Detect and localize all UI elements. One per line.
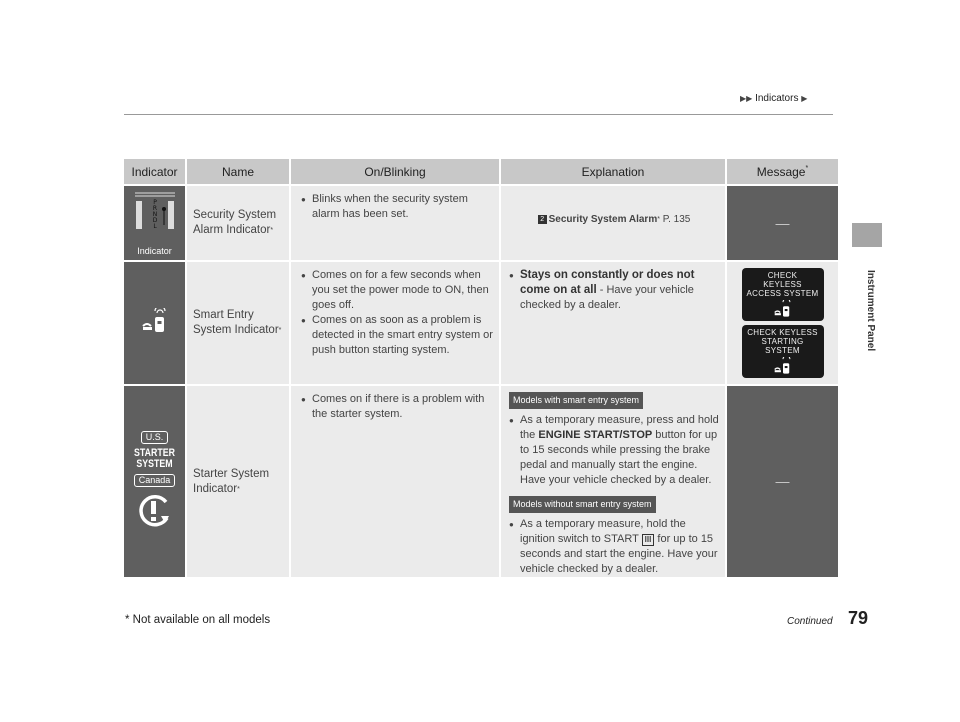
starter-explanation-cell bbox=[501, 386, 725, 577]
starter-name-cell: Starter System Indicator* bbox=[187, 386, 289, 577]
lcd-check-keyless-starting: CHECK KEYLESS STARTING SYSTEM bbox=[742, 325, 824, 378]
starter-system-text-icon: STARTER SYSTEM bbox=[134, 447, 175, 470]
side-tab-label: Instrument Panel bbox=[865, 270, 876, 352]
table-row bbox=[124, 386, 838, 577]
shift-l: L bbox=[152, 223, 157, 230]
ignition-start-key-icon: III bbox=[642, 534, 655, 546]
smart-entry-on-blinking-cell bbox=[291, 262, 499, 384]
list-item: ● Blinks when the security system alarm has been set. bbox=[301, 192, 493, 222]
breadcrumb bbox=[740, 93, 807, 104]
table-row bbox=[124, 186, 838, 260]
list-item: ● As a temporary measure, press and hold the ENGINE START/STOP button for up to 15 seconds while pressing the brake pedal and manually start the engine. Have your vehicle checked by a dealer. bbox=[509, 413, 719, 488]
indicator-caption: Indicator bbox=[137, 246, 172, 256]
list-item: ● Comes on if there is a problem with the starter system. bbox=[301, 392, 493, 422]
starter-on-blinking-cell bbox=[291, 386, 499, 577]
starter-warning-icon bbox=[136, 494, 174, 528]
list-item: ● Comes on for a few seconds when you set the power mode to ON, then goes off. bbox=[301, 268, 493, 313]
header-name: Name bbox=[187, 159, 289, 184]
security-message-cell bbox=[727, 186, 838, 260]
shift-lever-icon bbox=[130, 187, 180, 239]
table-row bbox=[124, 262, 838, 384]
lcd-check-keyless-access: CHECK KEYLESS ACCESS SYSTEM bbox=[742, 268, 824, 321]
smart-key-icon bbox=[772, 357, 794, 375]
security-alarm-xref-link[interactable]: 2 Security System Alarm* P. 135 bbox=[509, 212, 719, 227]
page-number: 79 bbox=[848, 608, 869, 628]
breadcrumb-arrow-icon: ▶ bbox=[801, 94, 808, 103]
starter-indicator-cell bbox=[124, 386, 185, 577]
header-on-blinking: On/Blinking bbox=[291, 159, 499, 184]
shift-p: P bbox=[152, 199, 157, 206]
security-indicator-cell bbox=[124, 186, 185, 260]
header-indicator: Indicator bbox=[124, 159, 185, 184]
list-item: ● As a temporary measure, hold the ignition switch to START III for up to 15 seconds and start the engine. Have your vehicle checked by a dealer. bbox=[509, 517, 719, 577]
models-without-smart-entry-tag: Models without smart entry system bbox=[509, 496, 656, 513]
smart-key-icon bbox=[772, 300, 794, 318]
starter-message-cell bbox=[727, 386, 838, 577]
list-item: ● Stays on constantly or does not come on at all - Have your vehicle checked by a dealer. bbox=[509, 268, 719, 313]
no-message-dash: — bbox=[775, 214, 790, 231]
shift-r: R bbox=[152, 205, 157, 212]
list-item: ● Comes on as soon as a problem is detected in the smart entry system or push button starting system. bbox=[301, 313, 493, 358]
side-tab-marker bbox=[852, 223, 882, 247]
table-header-row bbox=[124, 159, 838, 184]
breadcrumb-arrows-icon: ▶▶ bbox=[740, 94, 753, 103]
shift-d: D bbox=[152, 217, 157, 224]
header-message: Message* bbox=[727, 159, 838, 184]
canada-label: Canada bbox=[134, 474, 176, 487]
smart-entry-message-cell bbox=[727, 262, 838, 384]
breadcrumb-section[interactable]: Indicators bbox=[755, 93, 799, 104]
indicator-table bbox=[122, 157, 840, 579]
security-on-blinking-cell bbox=[291, 186, 499, 260]
top-divider bbox=[124, 114, 833, 115]
header-explanation: Explanation bbox=[501, 159, 725, 184]
smart-key-icon bbox=[140, 308, 170, 334]
smart-entry-name-cell: Smart Entry System Indicator* bbox=[187, 262, 289, 384]
no-message-dash: — bbox=[775, 473, 790, 489]
footnote: * Not available on all models bbox=[125, 614, 271, 626]
us-label: U.S. bbox=[141, 431, 169, 444]
shift-n: N bbox=[152, 211, 157, 218]
models-with-smart-entry-tag: Models with smart entry system bbox=[509, 392, 643, 409]
smart-entry-explanation-cell bbox=[501, 262, 725, 384]
xref-icon: 2 bbox=[538, 215, 547, 224]
smart-entry-indicator-cell bbox=[124, 262, 185, 384]
security-name-cell: Security System Alarm Indicator* bbox=[187, 186, 289, 260]
security-explanation-cell bbox=[501, 186, 725, 260]
continued-label: Continued bbox=[787, 616, 833, 627]
